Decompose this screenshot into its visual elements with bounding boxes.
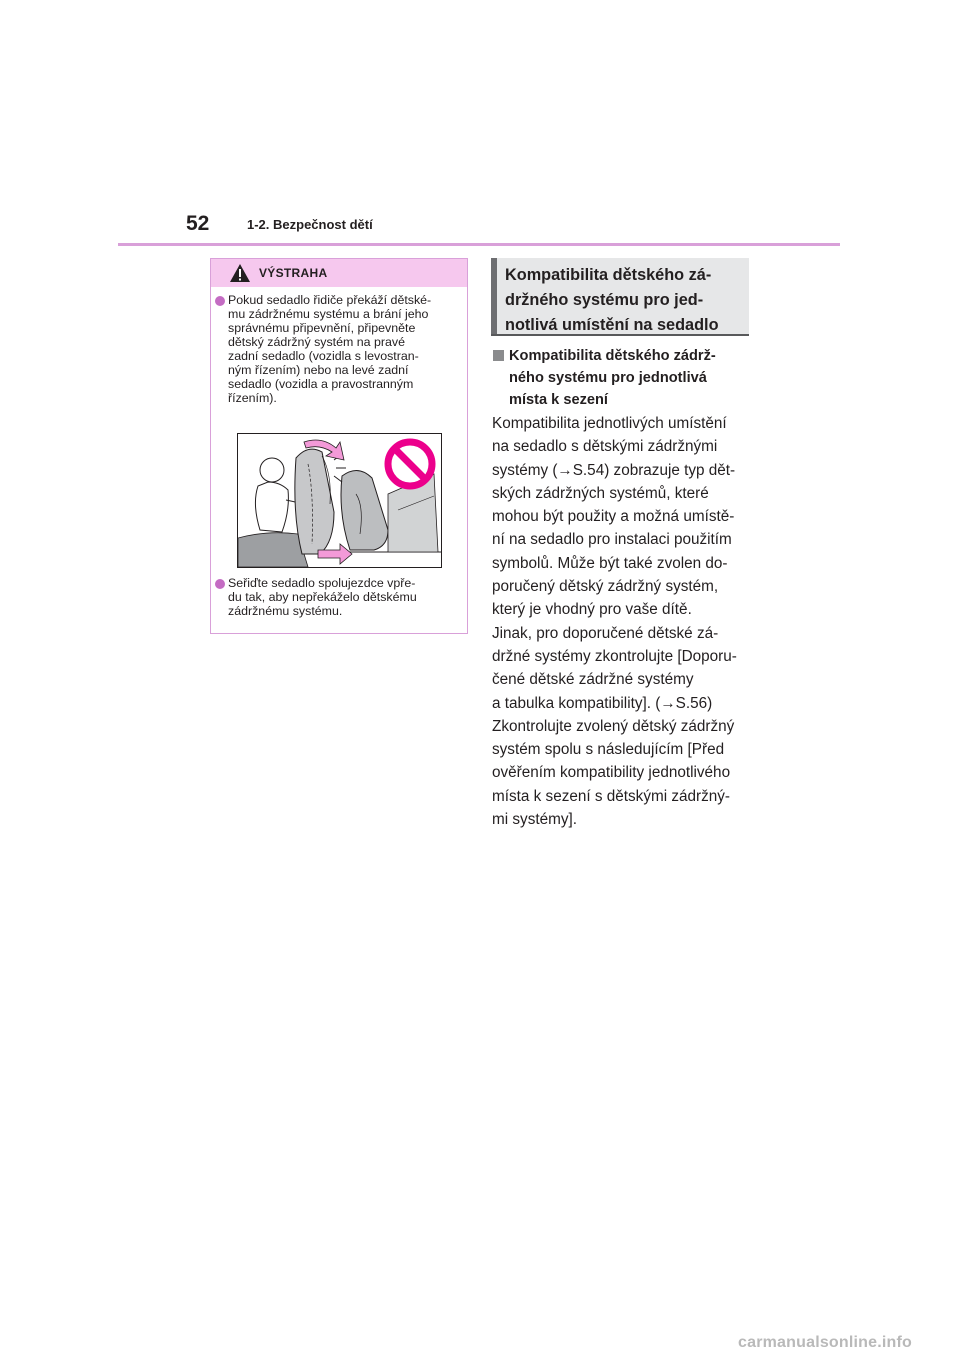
body-line: držné systémy zkontrolujte [Doporu- — [492, 647, 737, 665]
text-line: správnému připevnění, připevněte — [228, 321, 416, 335]
subheading-line: Kompatibilita dětského zádrž- — [509, 348, 716, 364]
text-line: sedadlo (vozidla a pravostranným — [228, 377, 414, 391]
heading-line: notlivá umístění na sedadlo — [505, 316, 719, 334]
warning-header — [211, 259, 467, 287]
body-line: Jinak, pro doporučené dětské zá- — [492, 624, 719, 642]
subheading — [493, 345, 716, 411]
seat-illustration-drawing — [238, 434, 441, 567]
body-line: systém spolu s následujícím [Před — [492, 741, 725, 759]
bullet-icon — [215, 296, 225, 306]
warning-item — [211, 576, 469, 618]
text-line: Pokud sedadlo řidiče překáží dětské- — [228, 293, 432, 307]
subheading-line: ného systému pro jednotlivá — [509, 370, 707, 386]
subheading-text — [509, 345, 716, 411]
heading-accent-bar — [491, 258, 497, 334]
body-line: mi systémy]. — [492, 811, 577, 829]
warning-text — [228, 293, 463, 405]
text-line: Seřiďte sedadlo spolujezdce vpře- — [228, 576, 416, 590]
heading-line: Kompatibilita dětského zá- — [505, 266, 712, 284]
text-line: ným řízením) nebo na levé zadní — [228, 363, 409, 377]
watermark-logo: carmanualsonline.info — [738, 1334, 913, 1351]
text-line: zádržnému systému. — [228, 604, 343, 618]
text-line: řízením). — [228, 391, 277, 405]
body-text — [492, 412, 737, 831]
body-line: systémy (→S.54) zobrazuje typ dět- — [492, 461, 736, 479]
body-line: místa k sezení s dětskými zádržný- — [492, 787, 731, 805]
body-line: ní na sedadlo pro instalaci použitím — [492, 531, 732, 549]
body-line: Kompatibilita jednotlivých umístění — [492, 415, 727, 432]
warning-text — [228, 576, 463, 618]
warning-triangle-icon — [229, 263, 251, 283]
body-line: ověřením kompatibility jednotlivého — [492, 764, 731, 782]
warning-title: VÝSTRAHA — [259, 266, 328, 280]
bullet-icon — [215, 579, 225, 589]
body-line: ských zádržných systémů, které — [492, 484, 709, 502]
text-line: zadní sedadlo (vozidla s levostran- — [228, 349, 419, 363]
body-line: a tabulka kompatibility]. (→S.56) — [492, 694, 713, 712]
prohibited-icon — [388, 442, 432, 486]
section-heading — [505, 263, 719, 338]
warning-item — [211, 293, 469, 405]
body-line: poručený dětský zádržný systém, — [492, 578, 719, 596]
seat-illustration — [237, 433, 442, 568]
body-line: čené dětské zádržné systémy — [492, 671, 694, 689]
body-line: na sedadlo s dětskými zádržnými — [492, 438, 718, 456]
header-rule — [118, 243, 840, 246]
warning-box — [210, 258, 468, 634]
heading-line: držného systému pro jed- — [505, 291, 704, 309]
section-title: 1-2. Bezpečnost dětí — [247, 217, 373, 232]
body-line: který je vhodný pro vaše dítě. — [492, 601, 692, 619]
text-line: mu zádržnému systému a brání jeho — [228, 307, 429, 321]
text-line: dětský zádržný systém na pravé — [228, 335, 405, 349]
body-line: Zkontrolujte zvolený dětský zádržný — [492, 717, 735, 735]
body-line: mohou být použity a možná umístě- — [492, 508, 735, 526]
square-bullet-icon — [493, 350, 504, 361]
body-line: symbolů. Může být také zvolen do- — [492, 554, 728, 572]
page-number: 52 — [186, 212, 210, 235]
section-heading-box — [491, 258, 749, 336]
text-line: du tak, aby nepřekáželo dětskému — [228, 590, 417, 604]
subheading-line: místa k sezení — [509, 392, 608, 408]
